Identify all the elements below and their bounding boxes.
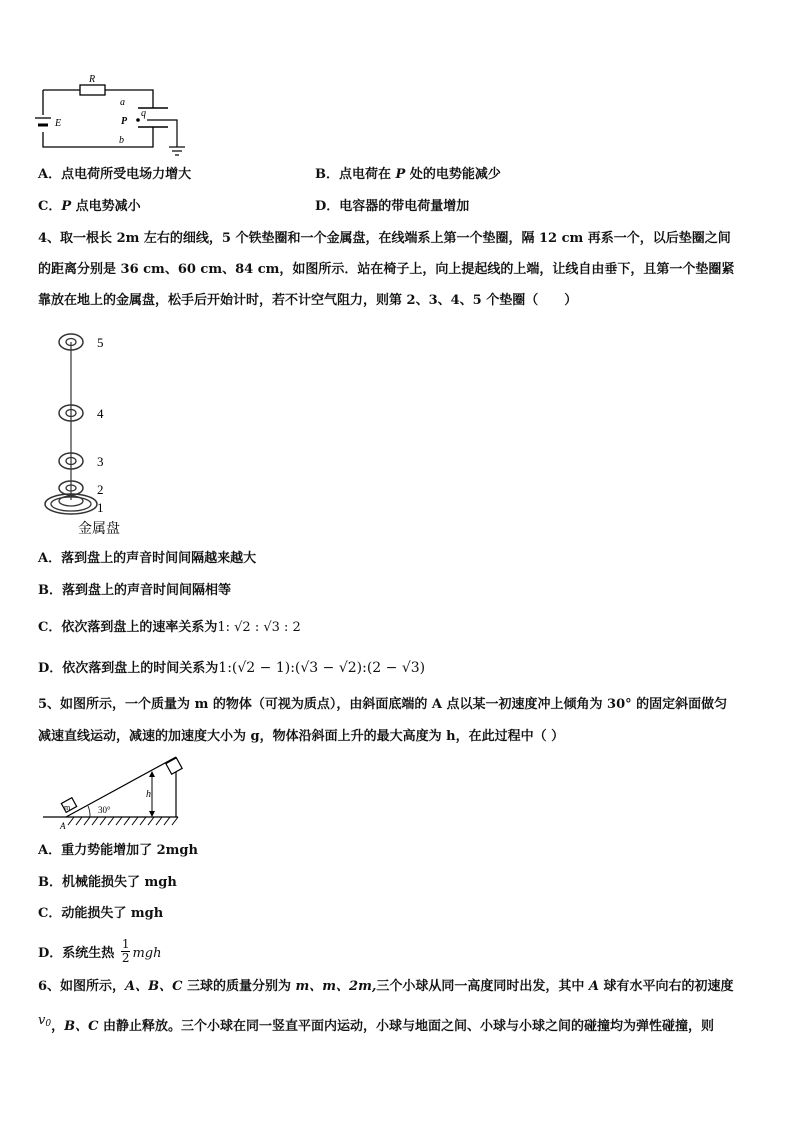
incline-surface <box>66 757 176 817</box>
q5-option-c: C．动能损失了 mgh <box>38 906 164 921</box>
point-charge <box>136 118 140 122</box>
label-R: R <box>89 75 96 85</box>
height-label: h <box>146 789 151 800</box>
metal-plate <box>45 494 97 514</box>
label-P: P <box>121 116 128 127</box>
washer-label-2: 2 <box>97 482 104 497</box>
fraction: $\frac{1}{2}$ <box>121 937 130 965</box>
washer-label-1: 1 <box>97 500 104 515</box>
label-a: a <box>120 97 125 108</box>
q4-option-a: A．落到盘上的声音时间间隔越来越大 <box>38 551 257 566</box>
washer-figure <box>40 330 160 540</box>
q3-option-b: B．点电荷在 P 处的电势能减少 <box>315 167 501 182</box>
washer-label-3: 3 <box>97 454 104 469</box>
q4-stem-line2: 的距离分别是 36 cm、60 cm、84 cm，如图所示．站在椅子上，向上提起线的上端，让线自由垂下，且第一个垫圈紧 <box>38 262 735 277</box>
angle-label: 30° <box>98 805 111 815</box>
q5-option-d: D．系统生热 $\frac{1}{2}$ mgh <box>38 937 162 965</box>
q4-option-c: C．依次落到盘上的速率关系为1: √2 : √3 : 2 <box>38 620 301 635</box>
q3-option-d: D．电容器的带电荷量增加 <box>315 199 470 214</box>
circuit-diagram <box>35 75 235 160</box>
q3-option-c: C．P 点电势减小 <box>38 199 141 214</box>
block-top <box>166 758 182 774</box>
plate-label: 金属盘 <box>78 522 120 537</box>
mass-label: m <box>64 803 71 812</box>
q6-stem-line2: $v^0$，B、C 由静止释放。三个小球在同一竖直平面内运动，小球与地面之间、小球与小球之间的碰撞均为弹性碰撞，则 <box>38 1013 714 1034</box>
q4-option-d: D．依次落到盘上的时间关系为1:(√2 − 1):(√3 − √2):(2 − √3) <box>38 660 426 676</box>
washer-label-5: 5 <box>97 335 104 350</box>
point-a-label: A <box>60 821 66 831</box>
q6-stem-line1: 6、如图所示，A、B、C 三球的质量分别为 m、m、2m,三个小球从同一高度同时出发，其中 A 球有水平向右的初速度 <box>38 979 734 994</box>
label-E: E <box>55 118 62 129</box>
q4-stem-line1: 4、取一根长 2m 左右的细线，5 个铁垫圈和一个金属盘，在线端系上第一个垫圈，隔 12 cm 再系一个，以后垫圈之间 <box>38 231 731 246</box>
q3-option-a: A．点电荷所受电场力增大 <box>38 167 192 182</box>
q5-stem-line1: 5、如图所示，一个质量为 m 的物体（可视为质点），由斜面底端的 A 点以某一初速度冲上倾角为 30° 的固定斜面做匀 <box>38 697 728 712</box>
washer-label-4: 4 <box>97 406 104 421</box>
q5-option-a: A．重力势能增加了 2mgh <box>38 843 198 858</box>
incline-figure <box>38 755 188 835</box>
q5-option-b: B．机械能损失了 mgh <box>38 875 177 890</box>
label-q: q <box>141 108 146 119</box>
label-b: b <box>119 135 124 146</box>
q4-stem-line3: 靠放在地上的金属盘，松手后开始计时，若不计空气阻力，则第 2、3、4、5 个垫圈（ ） <box>38 293 578 308</box>
resistor <box>80 85 105 95</box>
q5-stem-line2: 减速直线运动，减速的加速度大小为 g，物体沿斜面上升的最大高度为 h，在此过程中（ ） <box>38 729 565 744</box>
q4-option-b: B．落到盘上的声音时间间隔相等 <box>38 583 231 598</box>
